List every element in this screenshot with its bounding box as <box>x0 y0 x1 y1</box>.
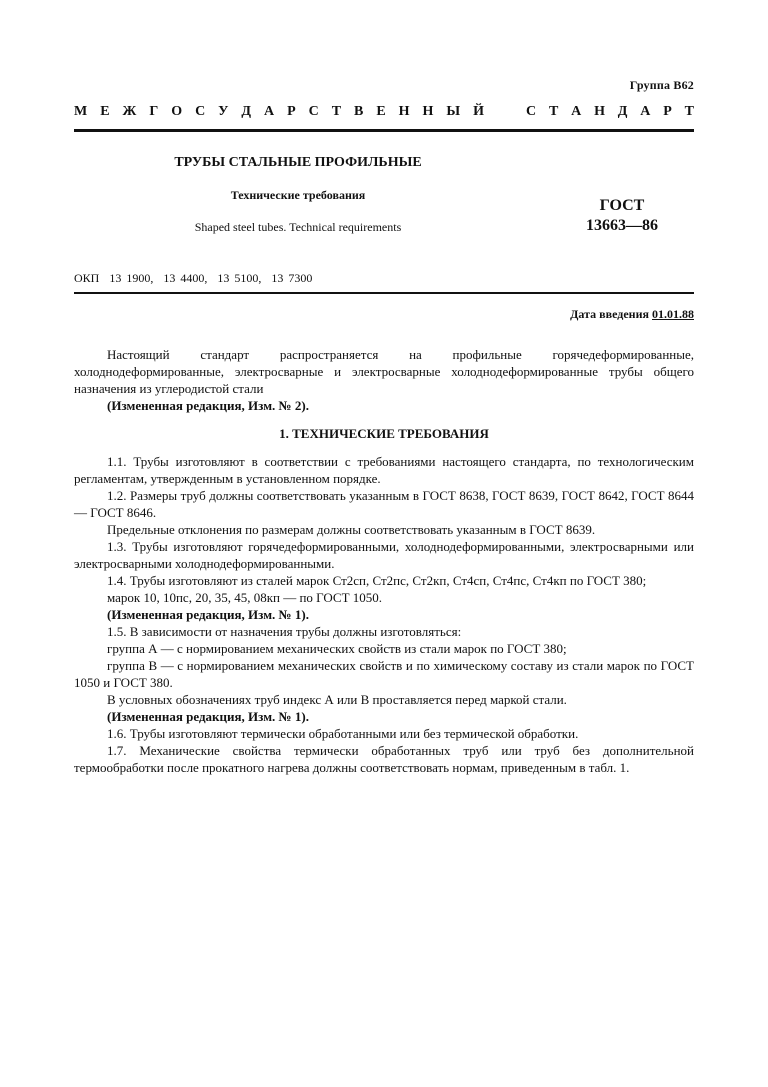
introduction-date <box>570 307 694 322</box>
heading-letter: Т <box>684 104 694 119</box>
okp-rule <box>74 292 694 294</box>
heading-letter: Т <box>548 104 559 119</box>
document-title-english: Shaped steel tubes. Technical requirements <box>194 220 402 234</box>
heading-letter: Ы <box>446 104 461 119</box>
heading-letter: Т <box>331 104 342 119</box>
clause-1-5-index: В условных обозначениях труб индекс А или В проставляется перед маркой стали. <box>107 692 567 707</box>
title-block <box>150 154 446 235</box>
interstate-standard-heading <box>74 104 694 120</box>
heading-letter: Д <box>241 104 252 119</box>
interstate-word <box>74 104 484 120</box>
document-subtitle: Технические требования <box>230 188 366 202</box>
heading-letter: А <box>640 104 651 119</box>
change-note: (Измененная редакция, Изм. № 1). <box>107 607 309 622</box>
heading-letter: Н <box>422 104 434 119</box>
heading-letter: Г <box>149 104 159 119</box>
heading-letter: Ж <box>122 104 137 119</box>
heading-letter: С <box>526 104 537 119</box>
heading-letter: Н <box>594 104 605 119</box>
heading-letter: Е <box>100 104 110 119</box>
change-note: (Измененная редакция, Изм. № 1). <box>107 709 309 724</box>
heading-letter: Р <box>663 104 672 119</box>
change-note: (Измененная редакция, Изм. № 2). <box>107 398 309 413</box>
clause-1-5-group-b: группа В — с нормированием механических свойств и по химическому составу из стали марок по ГОСТ 1050 и ГОСТ 380. <box>74 658 694 690</box>
gost-number: 13663—86 <box>586 217 658 234</box>
heading-letter: Р <box>287 104 296 119</box>
standard-word <box>526 104 694 120</box>
group-label: Группа В62 <box>629 78 694 92</box>
heading-letter: О <box>171 104 183 119</box>
heading-letter: Е <box>376 104 386 119</box>
clause-1-5: 1.5. В зависимости от назначения трубы должны изготовляться: <box>107 624 462 639</box>
date-value: 01.01.88 <box>652 307 694 321</box>
heading-letter: С <box>195 104 206 119</box>
clause-1-6: 1.6. Трубы изготовляют термически обработанными или без термической обработки. <box>107 726 579 741</box>
document-title: ТРУБЫ СТАЛЬНЫЕ ПРОФИЛЬНЫЕ <box>174 155 422 170</box>
gost-designation <box>572 196 672 236</box>
heading-letter: Д <box>617 104 628 119</box>
heading-letter: Й <box>473 104 484 119</box>
heading-letter: А <box>264 104 275 119</box>
heading-letter: Н <box>398 104 410 119</box>
clause-1-1: 1.1. Трубы изготовляют в соответствии с требованиями настоящего стандарта, по технологическим регламентам, утвержденным в установленном порядке. <box>74 454 694 486</box>
heading-letter: А <box>571 104 582 119</box>
heading-letter: С <box>308 104 319 119</box>
clause-1-3: 1.3. Трубы изготовляют горячедеформированными, холоднодеформированными, электросварными или электросварными холоднодеформированными. <box>74 539 694 571</box>
clause-1-4-grades: марок 10, 10пс, 20, 35, 45, 08кп — по ГОСТ 1050. <box>107 590 383 605</box>
clause-1-7: 1.7. Механические свойства термически обработанных труб или труб без дополнительной термообработки после прокатного нагрева должны соответствовать нормам, приведенным в табл. 1. <box>74 743 694 775</box>
clause-1-5-group-a: группа А — с нормированием механических свойств из стали марок по ГОСТ 380; <box>107 641 567 656</box>
date-label: Дата введения <box>570 307 652 321</box>
clause-1-2: 1.2. Размеры труб должны соответствовать указанным в ГОСТ 8638, ГОСТ 8639, ГОСТ 8642, ГОСТ 8644 — ГОСТ 8646. <box>74 488 694 520</box>
heading-letter: В <box>354 104 364 119</box>
okp-codes: ОКП 13 1900, 13 4400, 13 5100, 13 7300 <box>74 271 313 285</box>
document-body <box>74 346 694 776</box>
heading-letter: М <box>74 104 88 119</box>
clause-1-4: 1.4. Трубы изготовляют из сталей марок Ст2сп, Ст2пс, Ст2кп, Ст4сп, Ст4пс, Ст4кп по ГОСТ 380; <box>107 573 647 588</box>
clause-1-2-tolerances: Предельные отклонения по размерам должны соответствовать указанным в ГОСТ 8639. <box>107 522 596 537</box>
intro-paragraph: Настоящий стандарт распространяется на профильные горячедеформированные, холоднодеформированные, электросварные и электросварные холоднодеформированные трубы общего назначения из углеродистой стали <box>74 347 694 396</box>
section-heading: 1. ТЕХНИЧЕСКИЕ ТРЕБОВАНИЯ <box>279 426 489 441</box>
heading-letter: У <box>218 104 229 119</box>
gost-label: ГОСТ <box>599 197 645 214</box>
header-rule <box>74 129 694 132</box>
